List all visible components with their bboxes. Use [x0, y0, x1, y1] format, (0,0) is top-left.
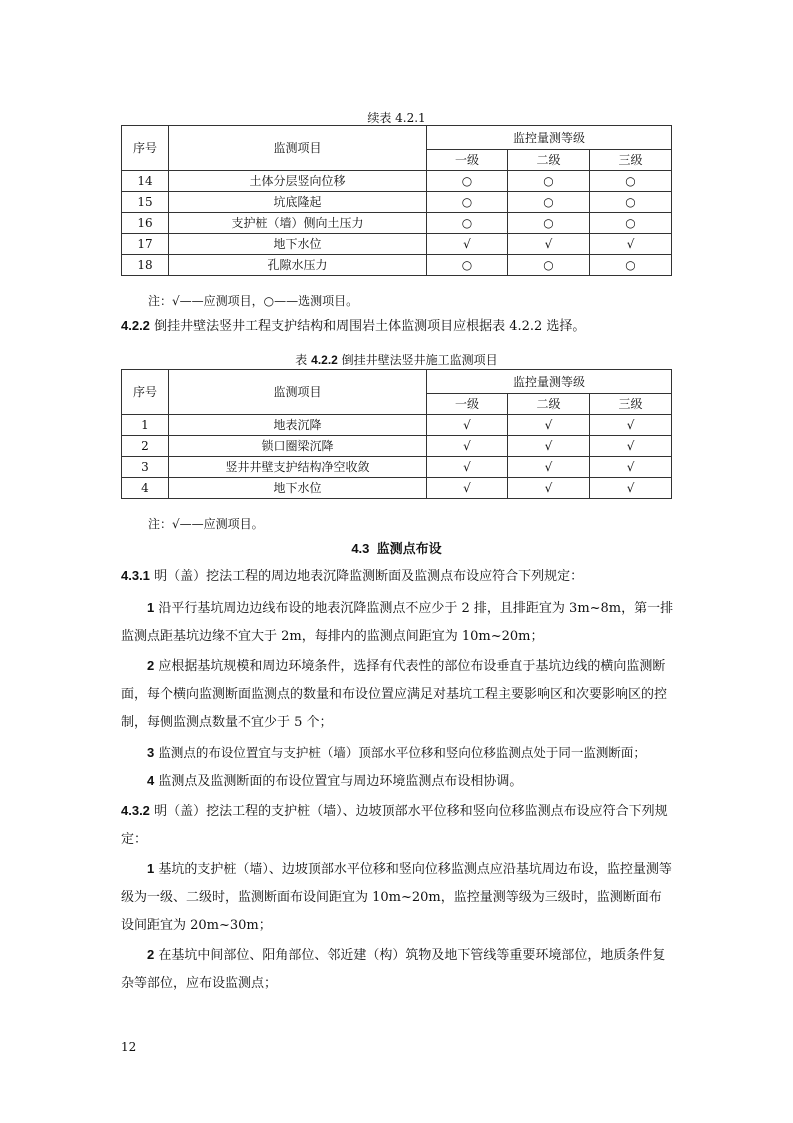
item-number: 4: [147, 773, 155, 788]
cell-item: 土体分层竖向位移: [169, 171, 427, 192]
clause-text: 明（盖）挖法工程的周边地表沉降监测断面及监测点布设应符合下列规定：: [154, 569, 584, 584]
cell-no: 4: [122, 478, 169, 499]
clause-number: 4.3.1: [121, 568, 150, 583]
table-row: [122, 171, 672, 192]
cell-item: 地下水位: [169, 478, 427, 499]
cell-l1: √: [427, 457, 508, 478]
item-number: 3: [147, 745, 155, 760]
table2-header-item: 监测项目: [169, 370, 427, 415]
item-number: 1: [147, 861, 155, 876]
cell-item: 孔隙水压力: [169, 255, 427, 276]
table1-header-l1: 一级: [427, 150, 508, 171]
item-text: 在基坑中间部位、阳角部位、邻近建（构）筑物及地下管线等重要环境部位，地质条件复杂等部位，应布设监测点；: [121, 948, 666, 991]
item-number: 2: [147, 947, 155, 962]
table1-header-l3: 三级: [590, 150, 672, 171]
clause-number: 4.3.2: [121, 803, 150, 818]
cell-no: 17: [122, 234, 169, 255]
table-row: [122, 415, 672, 436]
item-text: 监测点及监测断面的布设位置宜与周边环境监测点布设相协调。: [158, 774, 523, 789]
item-number: 1: [147, 600, 155, 615]
clause-4-3-1-item-4: [121, 767, 674, 796]
table2-header-l1: 一级: [427, 394, 508, 415]
cell-item: 锁口圈梁沉降: [169, 436, 427, 457]
table-row: [122, 478, 672, 499]
item-text: 沿平行基坑周边边线布设的地表沉降监测点不应少于 2 排，且排距宜为 3m~8m，第一排监测点距基坑边缘不宜大于 2m，每排内的监测点间距宜为 10m~20m；: [121, 601, 674, 644]
table2-header-group: 监控量测等级: [427, 370, 672, 394]
table2-caption: [0, 351, 793, 368]
cell-l2: ○: [508, 213, 590, 234]
clause-text: 明（盖）挖法工程的支护桩（墙）、边坡顶部水平位移和竖向位移监测点布设应符合下列规定：: [121, 804, 668, 847]
clause-4-3-1-item-2: [121, 652, 674, 737]
cell-l3: ○: [590, 192, 672, 213]
table2-caption-number: 4.2.2: [311, 353, 338, 367]
cell-l2: ○: [508, 171, 590, 192]
cell-l1: ○: [427, 192, 508, 213]
cell-no: 16: [122, 213, 169, 234]
cell-l2: √: [508, 478, 590, 499]
table1-header-l2: 二级: [508, 150, 590, 171]
table1-header-no: 序号: [122, 126, 169, 171]
clause-4-3-2: [121, 797, 674, 854]
cell-l3: √: [590, 415, 672, 436]
cell-no: 3: [122, 457, 169, 478]
table-row: [122, 436, 672, 457]
cell-l2: ○: [508, 192, 590, 213]
cell-l3: √: [590, 234, 672, 255]
cell-item: 地表沉降: [169, 415, 427, 436]
cell-l1: ○: [427, 171, 508, 192]
table2-caption-prefix: 表: [295, 353, 308, 367]
cell-item: 地下水位: [169, 234, 427, 255]
cell-l1: √: [427, 436, 508, 457]
clause-4-3-1: [121, 562, 674, 591]
cell-l3: ○: [590, 255, 672, 276]
cell-no: 14: [122, 171, 169, 192]
cell-item: 竖井井壁支护结构净空收敛: [169, 457, 427, 478]
clause-4-3-1-item-3: [121, 739, 674, 768]
table-row: [122, 234, 672, 255]
table-row: [122, 457, 672, 478]
cell-no: 1: [122, 415, 169, 436]
section-number: 4.3: [351, 541, 370, 556]
cell-l2: √: [508, 234, 590, 255]
item-text: 监测点的布设位置宜与支护桩（墙）顶部水平位移和竖向位移监测点处于同一监测断面；: [158, 745, 646, 760]
cell-l3: ○: [590, 171, 672, 192]
clause-text: 倒挂井壁法竖井工程支护结构和周围岩土体监测项目应根据表 4.2.2 选择。: [154, 319, 586, 334]
table1-caption: 续表 4.2.1: [367, 111, 426, 125]
section-heading: 监测点布设: [376, 541, 442, 556]
cell-l2: ○: [508, 255, 590, 276]
clause-number: 4.2.2: [121, 318, 150, 333]
cell-no: 2: [122, 436, 169, 457]
cell-l1: √: [427, 234, 508, 255]
cell-l2: √: [508, 415, 590, 436]
cell-l1: ○: [427, 255, 508, 276]
cell-item: 坑底隆起: [169, 192, 427, 213]
table1-header-item: 监测项目: [169, 126, 427, 171]
cell-no: 15: [122, 192, 169, 213]
cell-l1: √: [427, 415, 508, 436]
cell-no: 18: [122, 255, 169, 276]
table1-header-group: 监控量测等级: [427, 126, 672, 150]
item-text: 基坑的支护桩（墙）、边坡顶部水平位移和竖向位移监测点应沿基坑周边布设，监控量测等级为一级、二级时，监测断面布设间距宜为 10m~20m，监控量测等级为三级时，监测断面布设间距宜为 20m~30m；: [121, 862, 672, 933]
item-text: 应根据基坑规模和周边环境条件，选择有代表性的部位布设垂直于基坑边线的横向监测断面，每个横向监测断面监测点的数量和布设位置应满足对基坑工程主要影响区和次要影响区的控制，每侧监测点数量不宜少于 5 个；: [121, 659, 668, 730]
clause-4-3-2-item-2: [121, 941, 674, 998]
cell-l3: √: [590, 478, 672, 499]
table2-note: 注：√——应测项目。: [148, 517, 264, 531]
table-row: [122, 213, 672, 234]
clause-4-2-2: [121, 312, 674, 341]
table1: [121, 125, 672, 276]
table-row: [122, 255, 672, 276]
page-number: 12: [121, 1040, 137, 1054]
table-row: [122, 192, 672, 213]
table2-header-l3: 三级: [590, 394, 672, 415]
item-number: 2: [147, 658, 155, 673]
table2-header-l2: 二级: [508, 394, 590, 415]
cell-l1: √: [427, 478, 508, 499]
table1-note: 注：√——应测项目，○——选测项目。: [148, 294, 359, 308]
cell-l2: √: [508, 436, 590, 457]
table2-header-no: 序号: [122, 370, 169, 415]
table2: [121, 369, 672, 499]
cell-l3: √: [590, 436, 672, 457]
cell-l3: √: [590, 457, 672, 478]
section-title: [0, 538, 793, 557]
cell-l3: ○: [590, 213, 672, 234]
clause-4-3-1-item-1: [121, 594, 674, 651]
clause-4-3-2-item-1: [121, 855, 674, 940]
cell-l2: √: [508, 457, 590, 478]
cell-item: 支护桩（墙）侧向土压力: [169, 213, 427, 234]
table2-caption-title: 倒挂井壁法竖井施工监测项目: [341, 353, 498, 367]
cell-l1: ○: [427, 213, 508, 234]
